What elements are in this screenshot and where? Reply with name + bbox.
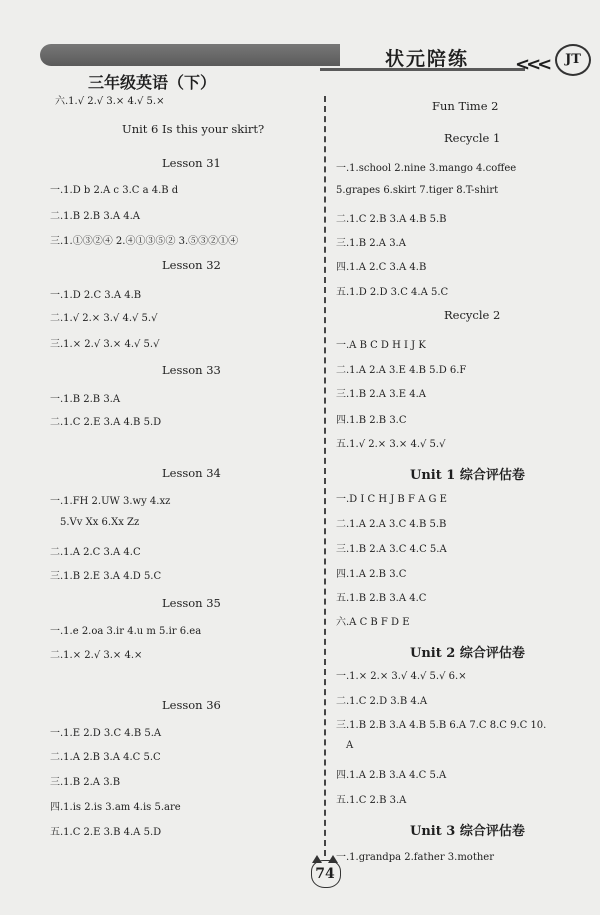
chevrons-icon: <<< xyxy=(515,54,549,75)
right-section-heading: Fun Time 2 xyxy=(432,99,499,113)
right-answer-line: 二.1.C 2.D 3.B 4.A xyxy=(336,696,428,707)
page-number: 74 xyxy=(315,866,335,882)
right-answer-line: 五.1.B 2.B 3.A 4.C xyxy=(336,593,427,604)
right-section-heading: Unit 2 综合评估卷 xyxy=(410,646,525,661)
left-answer-line: 三.1.B 2.A 3.B xyxy=(50,777,121,788)
left-answer-line: 一.1.B 2.B 3.A xyxy=(50,394,121,405)
right-answer-line: 五.1.√ 2.× 3.× 4.√ 5.√ xyxy=(336,439,446,450)
right-answer-line: 五.1.D 2.D 3.C 4.A 5.C xyxy=(336,287,449,298)
right-answer-line: 三.1.B 2.A 3.A xyxy=(336,238,406,249)
left-answer-line: 二.1.A 2.C 3.A 4.C xyxy=(50,547,141,558)
column-divider xyxy=(324,96,328,856)
page-number-badge xyxy=(308,860,342,890)
brand-title: 状元陪练 xyxy=(385,48,470,70)
header-bar xyxy=(40,44,340,66)
left-section-heading: Lesson 33 xyxy=(162,363,221,377)
right-answer-line: 二.1.A 2.A 3.E 4.B 5.D 6.F xyxy=(336,365,467,376)
right-answer-line: 一.D I C H J B F A G E xyxy=(336,494,447,505)
left-answer-line: 二.1.B 2.B 3.A 4.A xyxy=(50,211,141,222)
right-answer-line: 三.1.B 2.A 3.C 4.C 5.A xyxy=(336,544,447,555)
right-answer-line: 四.1.A 2.C 3.A 4.B xyxy=(336,262,427,273)
right-answer-line: 二.1.C 2.B 3.A 4.B 5.B xyxy=(336,214,447,225)
right-answer-line: 一.1.school 2.nine 3.mango 4.coffee xyxy=(336,163,517,174)
right-answer-line: 四.1.A 2.B 3.C xyxy=(336,569,407,580)
left-section-heading: Lesson 31 xyxy=(162,156,221,170)
left-answer-line: 三.1.①③②④ 2.④①③⑤② 3.⑤③②①④ xyxy=(50,236,239,247)
right-section-heading: Recycle 2 xyxy=(444,308,501,322)
right-answer-line: 二.1.A 2.A 3.C 4.B 5.B xyxy=(336,519,447,530)
left-answer-line: 二.1.A 2.B 3.A 4.C 5.C xyxy=(50,752,161,763)
right-answer-line: 四.1.B 2.B 3.C xyxy=(336,415,407,426)
left-answer-line: 二.1.× 2.√ 3.× 4.× xyxy=(50,650,143,661)
left-answer-line: 一.1.D 2.C 3.A 4.B xyxy=(50,290,142,301)
right-answer-line: 一.1.grandpa 2.father 3.mother xyxy=(336,852,494,863)
left-answer-line: 三.1.B 2.E 3.A 4.D 5.C xyxy=(50,571,162,582)
left-answer-line: 5.Vv Xx 6.Xx Zz xyxy=(60,517,140,528)
right-section-heading: Unit 1 综合评估卷 xyxy=(410,468,525,483)
left-section-heading: Unit 6 Is this your skirt? xyxy=(122,122,265,136)
left-answer-line: 一.1.D b 2.A c 3.C a 4.B d xyxy=(50,185,179,196)
left-answer-line: 一.1.e 2.oa 3.ir 4.u m 5.ir 6.ea xyxy=(50,626,202,637)
right-answer-line: 5.grapes 6.skirt 7.tiger 8.T-shirt xyxy=(336,185,499,196)
left-answer-line: 六.1.√ 2.√ 3.× 4.√ 5.× xyxy=(55,96,165,107)
right-section-heading: Recycle 1 xyxy=(444,131,501,145)
jt-logo-icon: JT xyxy=(555,44,591,76)
left-answer-line: 三.1.× 2.√ 3.× 4.√ 5.√ xyxy=(50,339,160,350)
right-answer-line: 一.1.× 2.× 3.√ 4.√ 5.√ 6.× xyxy=(336,671,467,682)
left-answer-line: 一.1.FH 2.UW 3.wy 4.xz xyxy=(50,496,171,507)
right-answer-line: 六.A C B F D E xyxy=(336,617,410,628)
right-answer-line: 一.A B C D H I J K xyxy=(336,340,426,351)
right-answer-line: 三.1.B 2.A 3.E 4.A xyxy=(336,389,426,400)
left-section-heading: Lesson 35 xyxy=(162,596,221,610)
left-answer-line: 二.1.√ 2.× 3.√ 4.√ 5.√ xyxy=(50,313,158,324)
left-answer-line: 二.1.C 2.E 3.A 4.B 5.D xyxy=(50,417,162,428)
right-answer-line: A xyxy=(346,740,354,751)
right-answer-line: 三.1.B 2.B 3.A 4.B 5.B 6.A 7.C 8.C 9.C 10. xyxy=(336,720,547,731)
left-answer-line: 四.1.is 2.is 3.am 4.is 5.are xyxy=(50,802,181,813)
right-answer-line: 四.1.A 2.B 3.A 4.C 5.A xyxy=(336,770,447,781)
left-answer-line: 一.1.E 2.D 3.C 4.B 5.A xyxy=(50,728,162,739)
book-title: 三年级英语（下） xyxy=(88,73,217,92)
right-section-heading: Unit 3 综合评估卷 xyxy=(410,824,525,839)
left-section-heading: Lesson 34 xyxy=(162,466,221,480)
left-section-heading: Lesson 36 xyxy=(162,698,221,712)
left-answer-line: 五.1.C 2.E 3.B 4.A 5.D xyxy=(50,827,162,838)
left-section-heading: Lesson 32 xyxy=(162,258,221,272)
right-answer-line: 五.1.C 2.B 3.A xyxy=(336,795,407,806)
